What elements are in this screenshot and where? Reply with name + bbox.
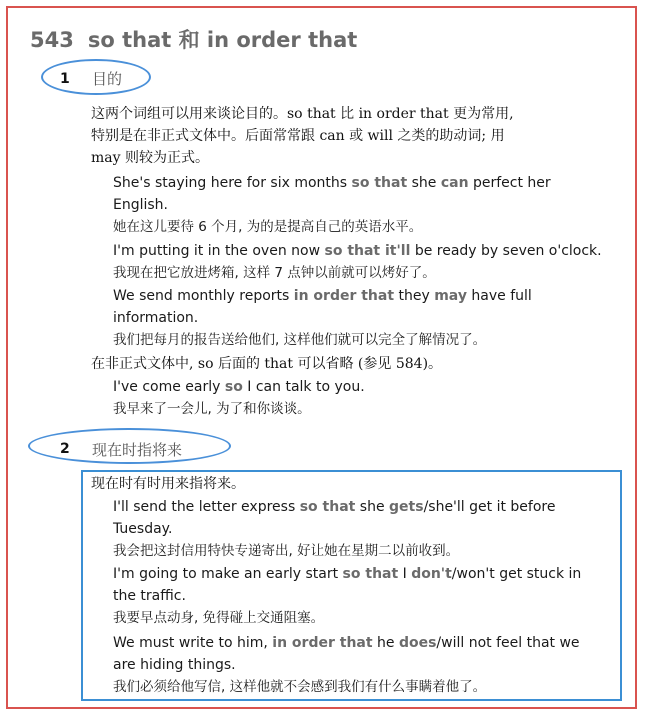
section1-intro-line: 这两个词组可以用来谈论目的。so that 比 in order that 更为常用, xyxy=(91,106,514,122)
example-sentence: I'm going to make an early start so that I don't/won't get stuck in xyxy=(113,566,582,582)
section2-intro: 现在时有时用来指将来。 xyxy=(91,476,245,492)
example-sentence: I'm putting it in the oven now so that it'll be ready by seven o'clock. xyxy=(113,243,602,259)
example-sentence: We send monthly reports in order that they may have full xyxy=(113,288,532,304)
example-translation: 我们把每月的报告送给他们, 这样他们就可以完全了解情况了。 xyxy=(113,332,487,348)
entry-heading: so that 和 in order that xyxy=(87,28,358,52)
example-sentence: We must write to him, in order that he does/will not feel that we xyxy=(113,635,580,651)
example-translation: 我要早点动身, 免得碰上交通阻塞。 xyxy=(113,610,325,626)
section1-note: 在非正式文体中, so 后面的 that 可以省略 (参见 584)。 xyxy=(91,356,443,372)
example-sentence-cont: are hiding things. xyxy=(113,657,236,673)
example-sentence: I've come early so I can talk to you. xyxy=(113,379,365,395)
example xyxy=(113,632,580,698)
section1-intro-line: 特别是在非正式文体中。后面常常跟 can 或 will 之类的助动词; 用 xyxy=(91,128,505,144)
example-translation: 我们必须给他写信, 这样他就不会感到我们有什么事瞒着他了。 xyxy=(113,679,487,695)
example xyxy=(113,285,532,351)
example-sentence-cont: the traffic. xyxy=(113,588,186,604)
example-translation: 她在这儿要待 6 个月, 为的是提高自己的英语水平。 xyxy=(113,219,423,235)
example-sentence-cont: Tuesday. xyxy=(113,521,173,537)
example-sentence: She's staying here for six months so that she can perfect her xyxy=(113,175,551,191)
example-sentence-cont: information. xyxy=(113,310,199,326)
example-sentence: I'll send the letter express so that she gets/she'll get it before xyxy=(113,499,556,515)
section1-number: 1 xyxy=(60,71,70,87)
section2-title: 现在时指将来 xyxy=(92,441,183,459)
example-sentence-cont: English. xyxy=(113,197,169,213)
example-translation: 我会把这封信用特快专递寄出, 好让她在星期二以前收到。 xyxy=(113,543,460,559)
example xyxy=(113,496,555,562)
entry-number: 543 xyxy=(30,28,74,52)
entry-title xyxy=(30,24,357,54)
example xyxy=(113,240,602,284)
section1-intro xyxy=(91,103,514,169)
section2-number: 2 xyxy=(60,441,70,457)
example xyxy=(113,563,581,629)
example-translation: 我现在把它放进烤箱, 这样 7 点钟以前就可以烤好了。 xyxy=(113,265,436,281)
example xyxy=(113,172,551,238)
section1-intro-line: may 则较为正式。 xyxy=(91,150,209,166)
example xyxy=(113,376,365,420)
example-translation: 我早来了一会儿, 为了和你谈谈。 xyxy=(113,401,311,417)
section1-title: 目的 xyxy=(92,70,123,88)
